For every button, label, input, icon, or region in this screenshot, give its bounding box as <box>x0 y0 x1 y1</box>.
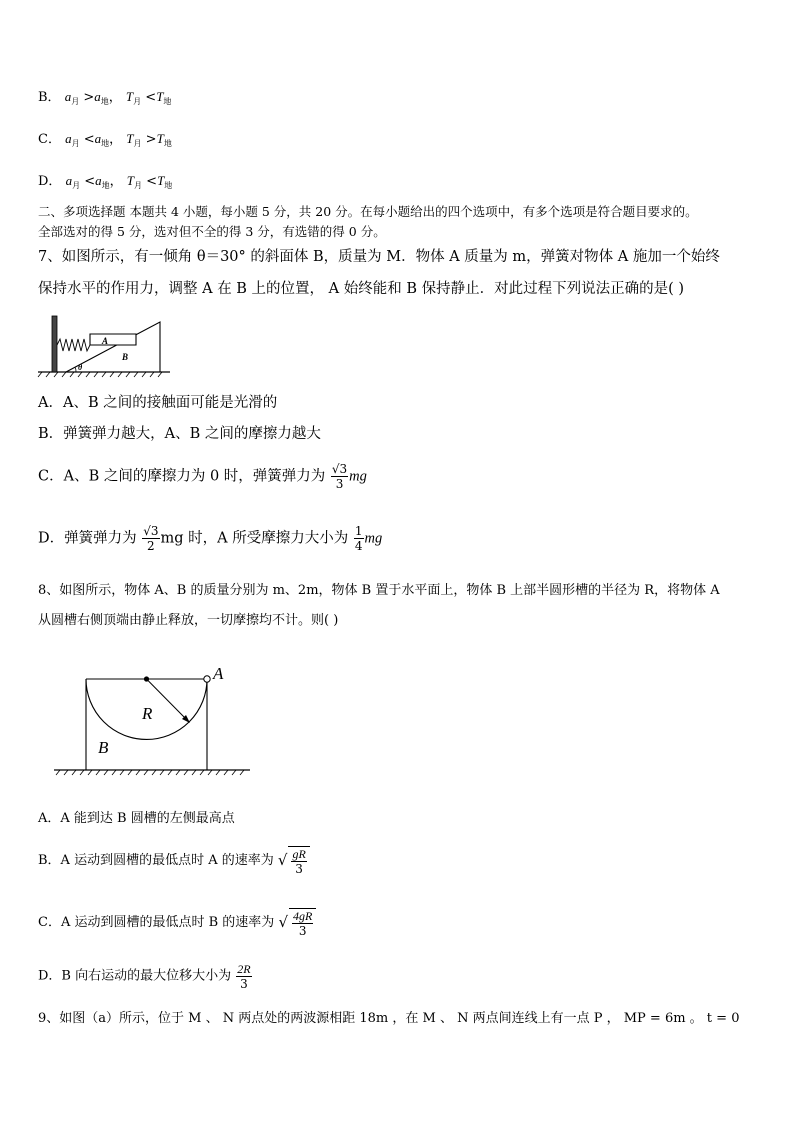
radius-line <box>147 679 188 720</box>
spring <box>57 339 90 351</box>
numerator: √3 <box>143 524 159 538</box>
ground-hatch <box>56 770 244 775</box>
denominator: 4 <box>354 539 363 553</box>
numerator: √3 <box>331 462 348 476</box>
relation: < <box>146 174 158 189</box>
q8-stem-line2: 从圆槽右侧顶端由静止释放，一切摩擦均不计。则( ) <box>38 613 339 628</box>
ground-hatch <box>38 372 162 377</box>
option-text: D．B 向右运动的最大位移大小为 <box>38 968 232 984</box>
subscript: 月 <box>71 139 80 148</box>
label-b: B <box>98 738 109 757</box>
relation: > <box>83 90 95 105</box>
subscript: 地 <box>164 181 173 190</box>
comma: ， <box>109 132 123 147</box>
fraction <box>331 462 348 491</box>
fraction <box>291 847 306 876</box>
q6-option-d <box>38 172 172 195</box>
symbol: T <box>125 89 134 104</box>
q8-option-d <box>38 962 253 1002</box>
option-text: C．A、B 之间的摩擦力为 0 时，弹簧弹力为 <box>38 468 326 485</box>
option-text: mg 时，A 所受摩擦力大小为 <box>160 530 349 547</box>
option-text: C．A 运动到圆槽的最低点时 B 的速率为 <box>38 915 275 930</box>
symbol: a <box>94 131 102 146</box>
subscript: 地 <box>100 97 109 106</box>
option-label: D． <box>38 174 62 189</box>
option-label: C． <box>38 132 61 147</box>
numerator: 4gR <box>293 909 313 923</box>
q7-option-d <box>38 524 382 564</box>
symbol: a <box>94 89 101 104</box>
relation: > <box>145 132 157 147</box>
symbol: T <box>126 131 134 146</box>
symbol: T <box>156 131 164 146</box>
relation: < <box>84 174 96 189</box>
q8-option-a: A．A 能到达 B 圆槽的左侧最高点 <box>38 811 235 826</box>
symbol: mg <box>349 468 367 485</box>
subscript: 地 <box>101 181 110 190</box>
symbol: a <box>65 173 73 188</box>
q7-stem-line2: 保持水平的作用力，调整 A 在 B 上的位置， A 始终能和 B 保持静止．对此过程下列说法正确的是( ) <box>38 281 685 297</box>
symbol: T <box>157 173 165 188</box>
q8-semicircle-figure <box>52 662 252 780</box>
relation: < <box>145 90 157 105</box>
section-heading-line2: 全部选对的得 5 分，选对但不全的得 3 分，有选错的得 0 分。 <box>38 224 386 239</box>
label-a: A <box>102 336 109 346</box>
option-text: D．弹簧弹力为 <box>38 530 137 547</box>
section-heading-line1: 二、多项选择题 本题共 4 小题，每小题 5 分，共 20 分。在每小题给出的四个选项中，有多个选项是符合题目要求的。 <box>38 204 698 219</box>
label-r: R <box>142 704 153 723</box>
q7-option-b: B．弹簧弹力越大，A、B 之间的摩擦力越大 <box>38 426 321 442</box>
q7-incline-figure <box>36 312 172 378</box>
q6-option-b <box>38 88 171 111</box>
subscript: 地 <box>101 139 110 148</box>
comma: ， <box>108 90 122 105</box>
symbol: T <box>156 89 164 104</box>
q7-option-c <box>38 462 367 502</box>
subscript: 月 <box>72 181 81 190</box>
symbol: T <box>126 173 135 188</box>
symbol: a <box>64 89 72 104</box>
symbol: a <box>65 131 72 146</box>
q8-stem-line1: 8、如图所示，物体 A、B 的质量分别为 m、2m，物体 B 置于水平面上，物体 B 上部半圆形槽的半径为 R，将物体 A <box>38 583 720 598</box>
wall <box>52 316 57 372</box>
option-text: B．A 运动到圆槽的最低点时 A 的速率为 <box>38 853 274 868</box>
q8-option-c <box>38 908 316 950</box>
fraction <box>236 962 251 991</box>
symbol: mg <box>364 530 383 547</box>
option-label: B． <box>38 90 61 105</box>
sqrt-expression <box>278 908 316 938</box>
subscript: 月 <box>133 139 142 148</box>
angle-arc <box>75 367 76 372</box>
q8-option-b <box>38 846 310 888</box>
radical-sign: √ <box>277 851 288 869</box>
q7-option-a: A．A、B 之间的接触面可能是光滑的 <box>38 395 278 411</box>
denominator: 3 <box>240 977 248 991</box>
denominator: 3 <box>335 477 344 491</box>
symbol: a <box>95 173 102 188</box>
subscript: 月 <box>133 97 142 106</box>
numerator: 1 <box>354 524 363 538</box>
radical-sign: √ <box>278 913 288 931</box>
q6-option-c <box>38 130 172 153</box>
fraction <box>292 909 313 938</box>
numerator: gR <box>292 847 306 861</box>
subscript: 月 <box>134 181 143 190</box>
label-theta: θ <box>78 363 83 372</box>
q7-stem-line1: 7、如图所示，有一倾角 θ＝30° 的斜面体 B，质量为 M．物体 A 质量为 m，弹簧对物体 A 施加一个始终 <box>38 249 720 265</box>
denominator: 3 <box>295 862 303 876</box>
label-b: B <box>122 352 129 362</box>
block-a <box>90 334 136 345</box>
subscript: 地 <box>163 139 172 148</box>
object-a <box>204 676 210 682</box>
q9-stem-line1: 9、如图（a）所示，位于 M 、 N 两点处的两波源相距 18m ，在 M 、 N 两点间连线上有一点 P ， MP = 6m 。 t = 0 <box>38 1011 740 1026</box>
subscript: 地 <box>163 97 172 106</box>
label-a: A <box>213 664 224 683</box>
denominator: 3 <box>298 924 307 938</box>
subscript: 月 <box>71 97 80 106</box>
denominator: 2 <box>147 539 155 553</box>
numerator: 2R <box>237 962 251 976</box>
fraction <box>142 524 159 553</box>
fraction <box>354 524 364 553</box>
comma: ， <box>109 174 123 189</box>
sqrt-expression <box>278 846 310 876</box>
relation: < <box>83 132 95 147</box>
